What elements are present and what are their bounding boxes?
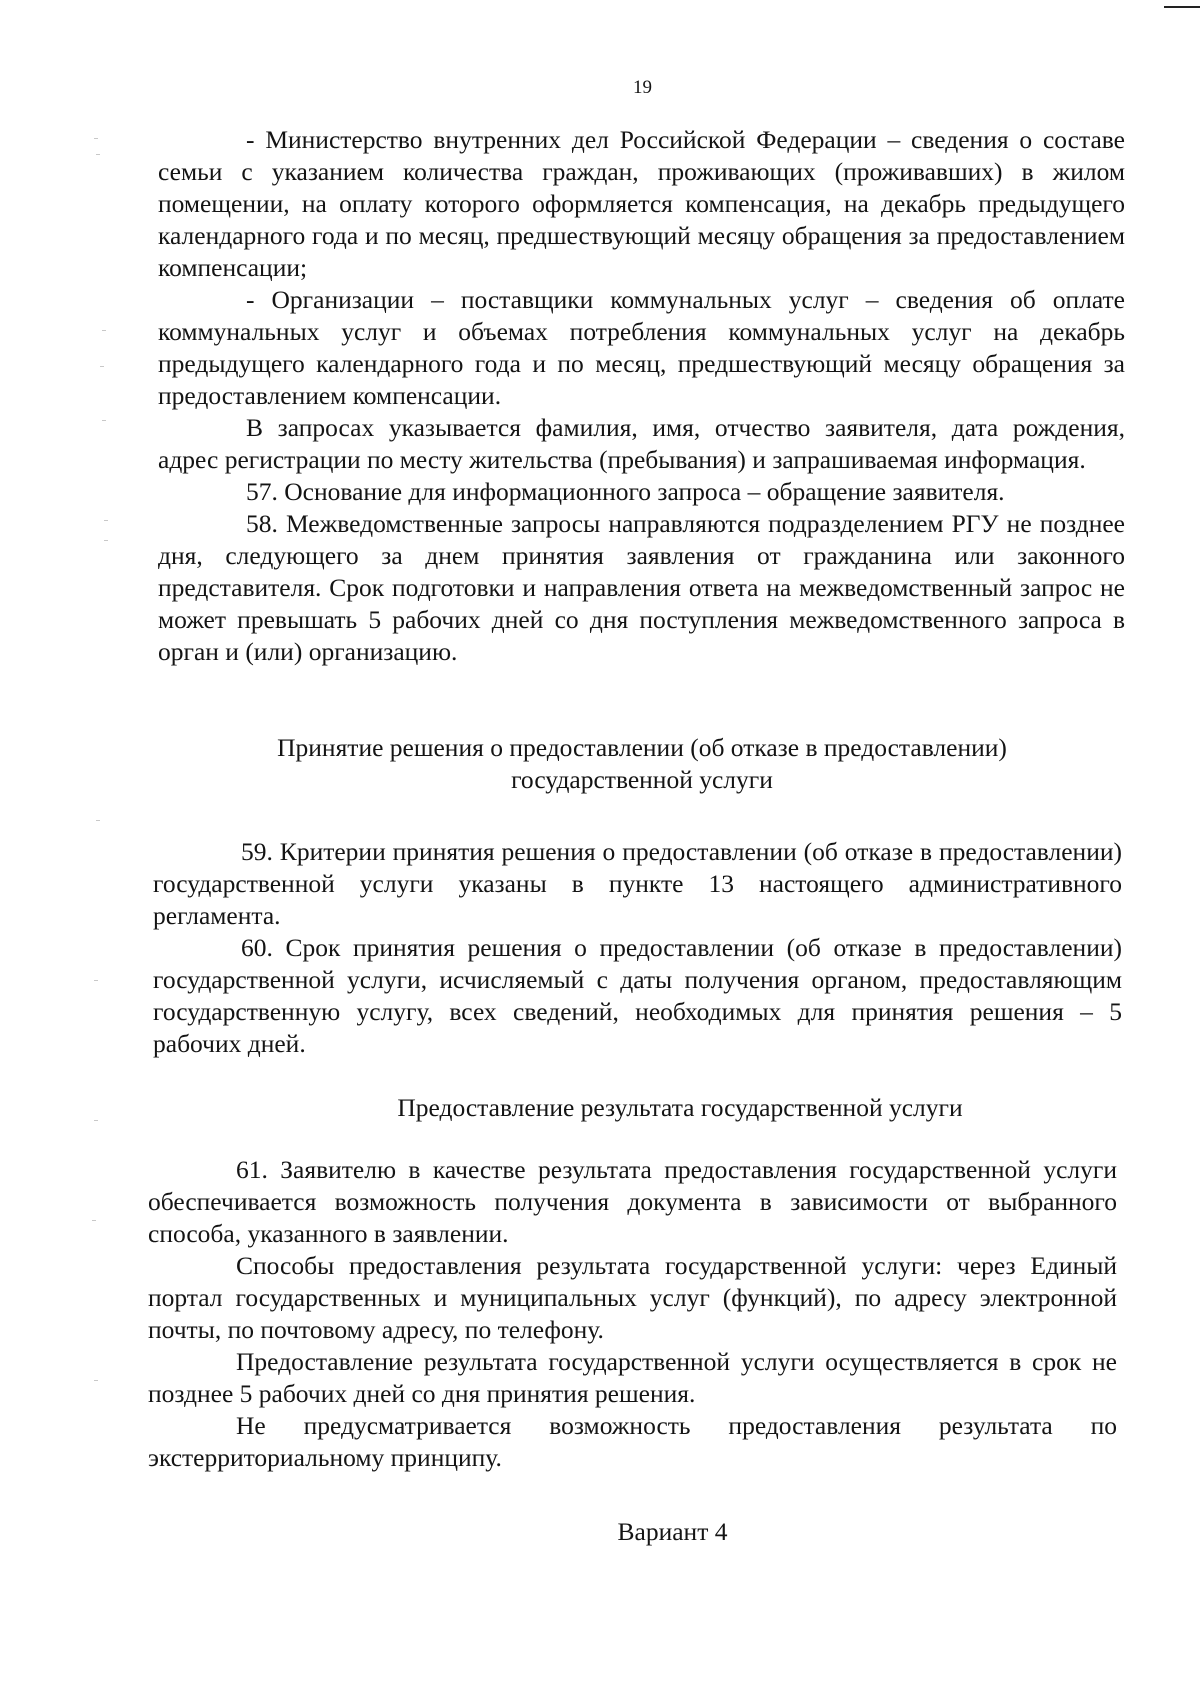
paragraph-clause-60: 60. Срок принятия решения о предоставлении (об отказе в предоставлении) государственной услуги, исчисляемый с даты получения органом, предоставляющим государственную услугу, всех сведений, необходимых для принятия решения – 5 рабочих дней.: [153, 933, 1122, 1058]
scan-margin-specks: [90, 120, 120, 1520]
paragraph-extraterritorial: Не предусматривается возможность предоставления результата по экстерриториальному принципу.: [148, 1411, 1117, 1472]
paragraph-clause-61: 61. Заявителю в качестве результата предоставления государственной услуги обеспечивается возможность получения документа в зависимости от выбранного способа, указанного в заявлении.: [148, 1155, 1117, 1248]
heading-decision-line2: государственной услуги: [511, 765, 773, 794]
page-number: 19: [633, 77, 652, 98]
paragraph-delivery-deadline: Предоставление результата государственной услуги осуществляется в срок не позднее 5 рабочих дней со дня принятия решения.: [148, 1347, 1117, 1408]
paragraph-clause-59: 59. Критерии принятия решения о предоставлении (об отказе в предоставлении) государственной услуги указаны в пункте 13 настоящего административного регламента.: [153, 837, 1122, 930]
paragraph-clause-58: 58. Межведомственные запросы направляются подразделением РГУ не позднее дня, следующего за днем принятия заявления от гражданина или законного представителя. Срок подготовки и направления ответа на межведомственный запрос не может превышать 5 рабочих дней со дня поступления межведомственного запроса в орган и (или) организацию.: [158, 509, 1125, 666]
heading-decision: [160, 732, 1124, 796]
paragraph-delivery-methods: Способы предоставления результата государственной услуги: через Единый портал государственных и муниципальных услуг (функций), по адресу электронной почты, по почтовому адресу, по телефону.: [148, 1251, 1117, 1344]
heading-decision-line1: Принятие решения о предоставлении (об отказе в предоставлении): [277, 733, 1007, 762]
heading-result-delivery: Предоставление результата государственной услуги: [397, 1093, 963, 1122]
section-result-delivery: [148, 1154, 1117, 1474]
paragraph-request-contents: В запросах указывается фамилия, имя, отчество заявителя, дата рождения, адрес регистрации по месту жительства (пребывания) и запрашиваемая информация.: [158, 413, 1125, 474]
scan-corner-mark: [1164, 6, 1200, 8]
heading-variant-4: Вариант 4: [617, 1517, 728, 1546]
section-decision: [153, 836, 1122, 1060]
paragraph-clause-57: 57. Основание для информационного запроса – обращение заявителя.: [246, 477, 1005, 506]
paragraph-utility-providers: - Организации – поставщики коммунальных услуг – сведения об оплате коммунальных услуг и объемах потребления коммунальных услуг на декабрь предыдущего календарного года и по месяц, предшествующий месяцу обращения за предоставлением компенсации.: [158, 285, 1125, 410]
paragraph-mvd-info: - Министерство внутренних дел Российской Федерации – сведения о составе семьи с указанием количества граждан, проживающих (проживавших) в жилом помещении, на оплату которого оформляется компенсация, на декабрь предыдущего календарного года и по месяц, предшествующий месяцу обращения за предоставлением компенсации;: [158, 125, 1125, 282]
section-interagency-requests: [158, 124, 1125, 668]
